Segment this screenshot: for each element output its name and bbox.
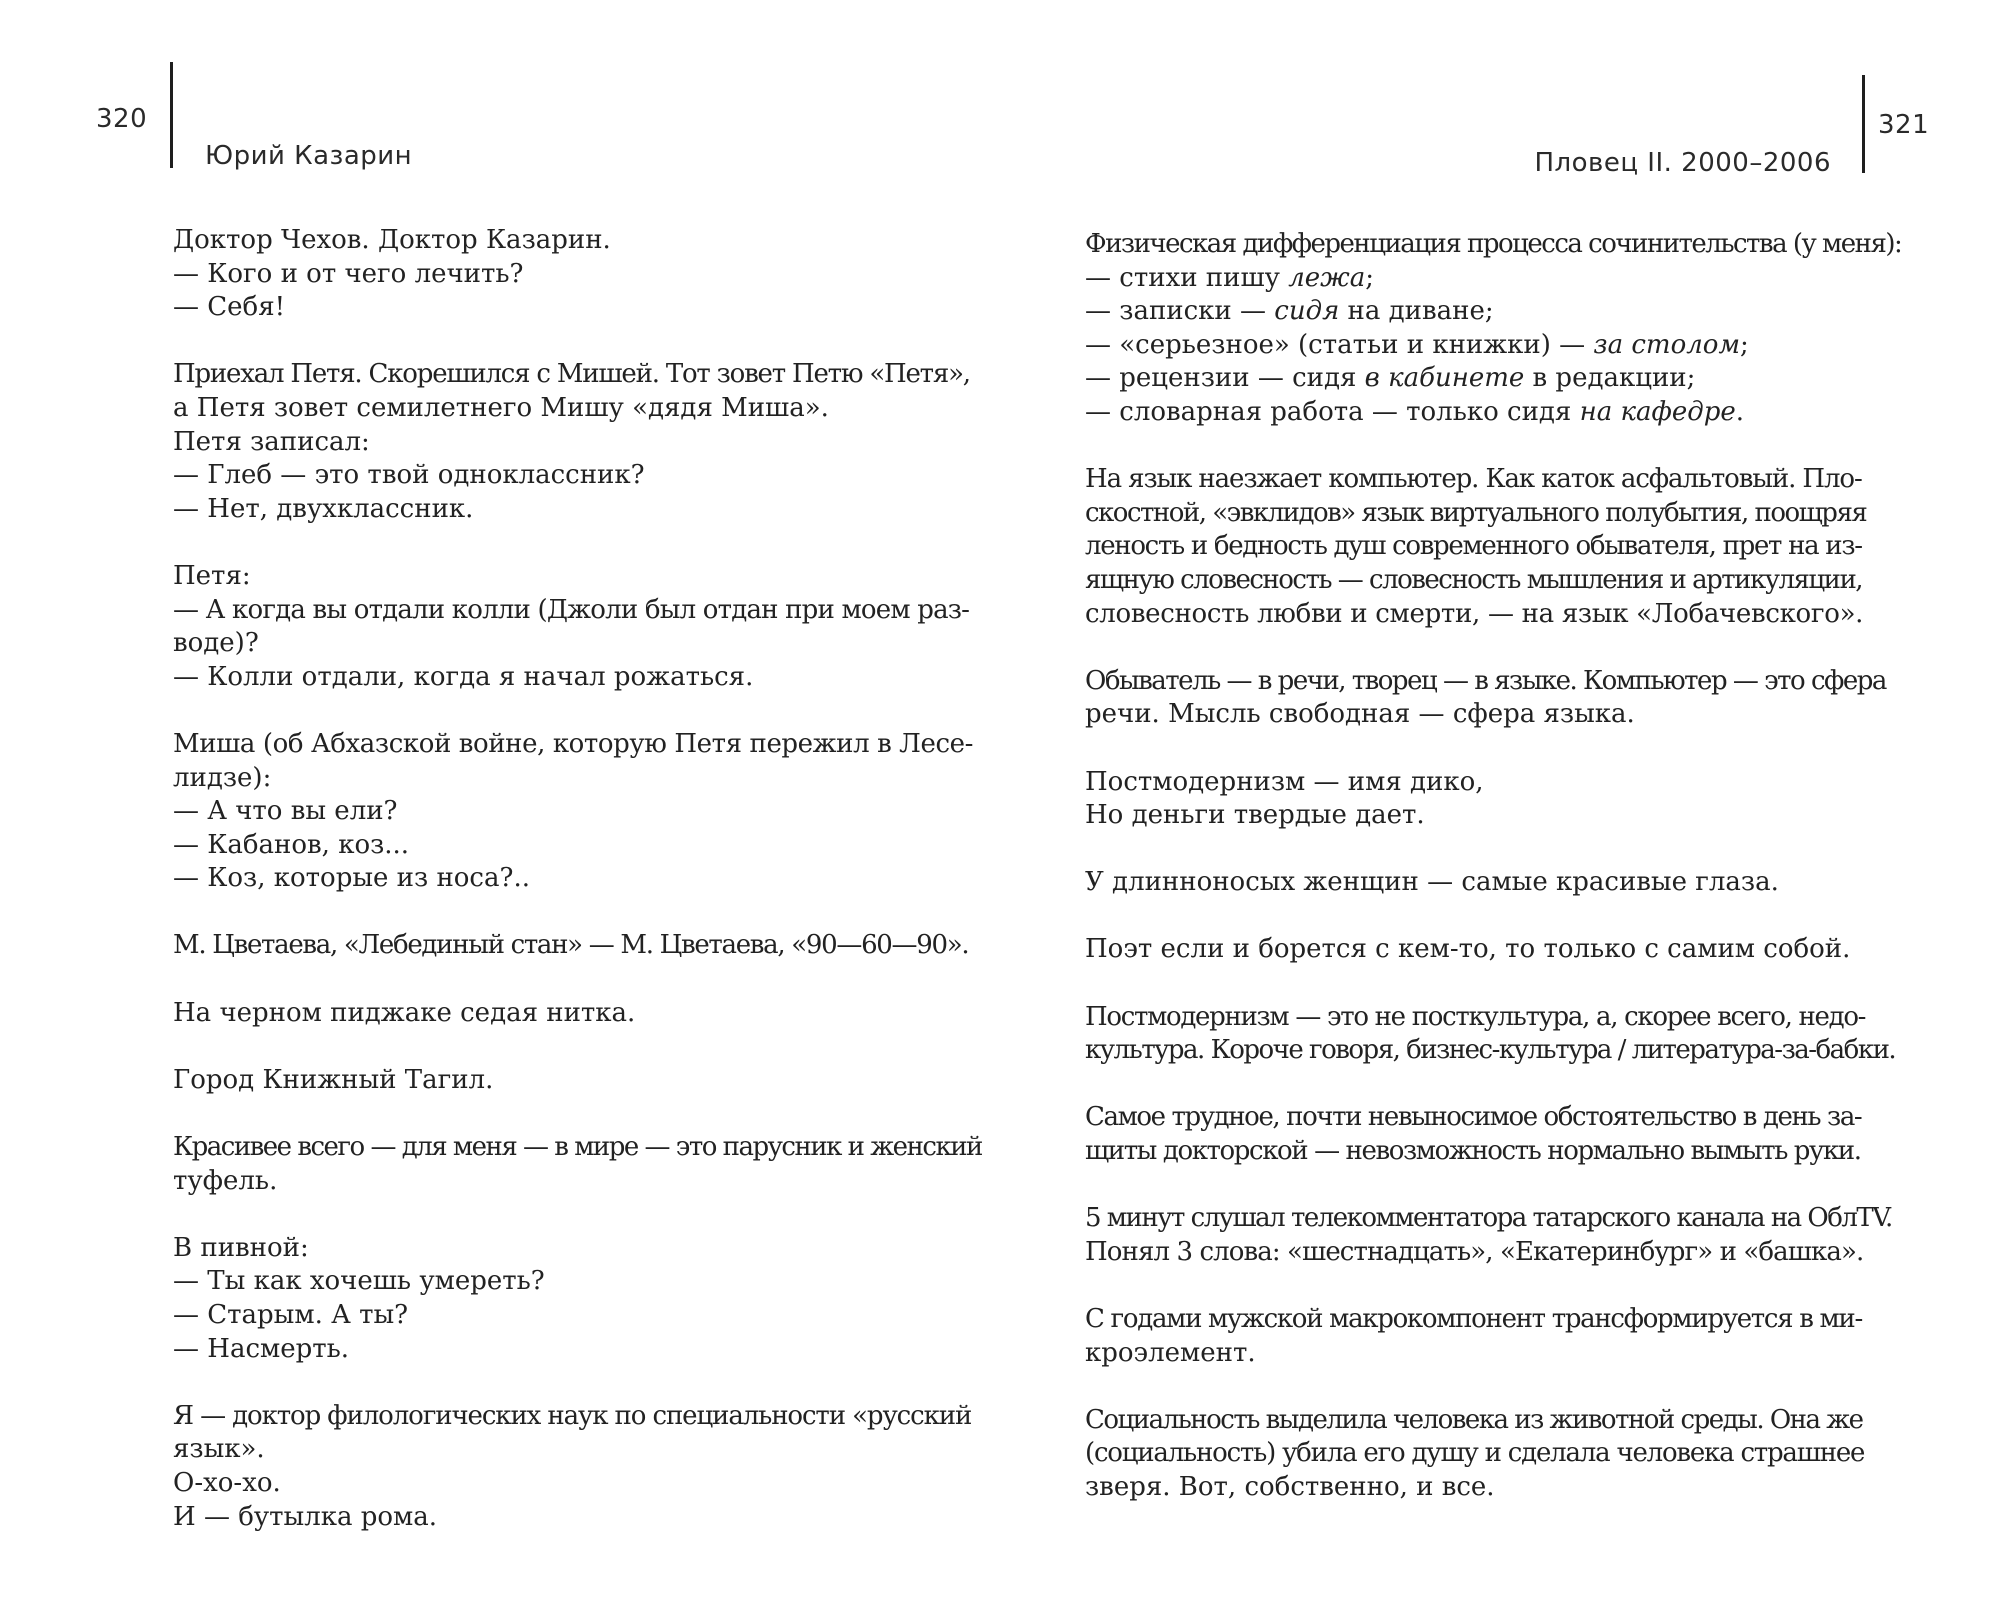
text-line: О-хо-хо. xyxy=(173,1467,281,1498)
text-line: С годами мужской макрокомпонент трансформируется в ми- xyxy=(1085,1304,1862,1334)
entry-doctor-philology xyxy=(173,1400,973,1534)
left-page-text xyxy=(173,224,982,1568)
entry-writing-postures xyxy=(1085,228,1902,430)
author-running-head: Юрий Казарин xyxy=(205,141,413,171)
section-running-head: Пловец II. 2000–2006 xyxy=(1534,148,1831,178)
text-line: — Старым. А ты? xyxy=(173,1300,409,1330)
text-line: Обыватель — в речи, творец — в языке. Компьютер — это сфера xyxy=(1085,665,1886,696)
right-page-number: 321 xyxy=(1878,110,1930,140)
text-line: — Себя! xyxy=(173,292,286,323)
entry-tagil xyxy=(173,1064,973,1098)
text-line: туфель. xyxy=(173,1165,278,1196)
italic-phrase: за столом xyxy=(1593,329,1741,360)
text-line: Постмодернизм — имя дико, xyxy=(1085,766,1484,797)
left-page-number: 320 xyxy=(96,104,148,134)
text-line: На черном пиджаке седая нитка. xyxy=(173,997,636,1028)
text-line: Социальность выделила человека из животной среды. Она же xyxy=(1085,1404,1863,1435)
text-line: — Кого и от чего лечить? xyxy=(173,258,524,289)
text-line: (социальность) убила его душу и сделала человека страшнее xyxy=(1085,1438,1865,1469)
text-line: На язык наезжает компьютер. Как каток асфальтовый. Пло- xyxy=(1085,464,1862,495)
text-line: Я — доктор филологических наук по специальности «русский xyxy=(173,1400,972,1431)
text-line: — Ты как хочешь умереть? xyxy=(173,1266,545,1297)
text-line: — А что вы ели? xyxy=(173,796,398,827)
text-line: Физическая дифференциация процесса сочинительства (у меня): xyxy=(1085,229,1902,259)
entry-sociality xyxy=(1085,1404,1865,1505)
text-line: — словарная работа — только сидя на кафедре. xyxy=(1085,396,1745,427)
text-line: — рецензии — сидя в кабинете в редакции; xyxy=(1085,363,1696,394)
text-line: — записки — сидя на диване; xyxy=(1085,296,1494,327)
text-line: культура. Короче говоря, бизнес-культура / литература-за-бабки. xyxy=(1085,1035,1896,1066)
text-line: словесность любви и смерти, — на язык «Лобачевского». xyxy=(1085,598,1864,629)
text-line: — Глеб — это твой одноклассник? xyxy=(173,460,645,491)
text-line: зверя. Вот, собственно, и все. xyxy=(1085,1471,1495,1502)
text-line: Город Книжный Тагил. xyxy=(173,1064,494,1095)
text-line: а Петя зовет семилетнего Мишу «дядя Миша». xyxy=(173,392,829,423)
entry-abkhaz-war xyxy=(173,728,973,896)
entry-poet xyxy=(1085,933,1865,967)
text-line: леность и бедность душ современного обывателя, прет на из- xyxy=(1085,531,1862,562)
entry-defense xyxy=(1085,1101,1865,1168)
text-line: — Коз, которые из носа?.. xyxy=(173,863,530,894)
text-line: — Нет, двухклассник. xyxy=(173,493,474,524)
text-line: Миша (об Абхазской войне, которую Петя пережил в Лесе- xyxy=(173,728,974,759)
text-line: — Колли отдали, когда я начал рожаться. xyxy=(173,661,754,692)
entry-jacket xyxy=(173,997,973,1031)
italic-phrase: в кабинете xyxy=(1364,363,1525,394)
right-page-text xyxy=(1085,228,1902,1538)
text-line: В пивной: xyxy=(173,1232,309,1263)
text-line: — Насмерть. xyxy=(173,1333,350,1364)
text-line: лидзе): xyxy=(173,762,272,793)
entry-long-nosed xyxy=(1085,866,1865,900)
text-line: речи. Мысль свободная — сфера языка. xyxy=(1085,699,1635,730)
text-line: — А когда вы отдали колли (Джоли был отдан при моем раз- xyxy=(173,594,970,625)
entry-petya-misha xyxy=(173,358,973,526)
text-line: ящную словесность — словесность мышления и артикуляции, xyxy=(1085,564,1863,595)
text-line: язык». xyxy=(173,1434,265,1465)
text-line: кроэлемент. xyxy=(1085,1337,1256,1368)
entry-chekhov xyxy=(173,224,973,325)
text-line: Самое трудное, почти невыносимое обстоятельство в день за- xyxy=(1085,1102,1862,1133)
entry-collie xyxy=(173,560,973,694)
italic-phrase: на кафедре xyxy=(1579,396,1736,427)
text-line: — Кабанов, коз... xyxy=(173,829,410,860)
text-line: Постмодернизм — это не посткультура, а, скорее всего, недо- xyxy=(1085,1001,1866,1032)
italic-phrase: сидя xyxy=(1274,296,1340,327)
text-line: 5 минут слушал телекомментатора татарского канала на ОблTV. xyxy=(1085,1203,1892,1234)
text-line: У длинноносых женщин — самые красивые глаза. xyxy=(1085,867,1779,898)
entry-tsvetaeva xyxy=(173,929,973,963)
entry-macrocomponent xyxy=(1085,1303,1865,1370)
text-line: — стихи пишу лежа; xyxy=(1085,262,1374,293)
text-line: Приехал Петя. Скорешился с Мишей. Тот зовет Петю «Петя», xyxy=(173,359,970,390)
entry-computer-language xyxy=(1085,463,1865,631)
text-line: Понял 3 слова: «шестнадцать», «Екатеринбург» и «башка». xyxy=(1085,1236,1864,1267)
text-line: И — бутылка рома. xyxy=(173,1501,438,1532)
text-line: Петя записал: xyxy=(173,426,370,457)
text-line: Поэт если и борется с кем-то, то только с самим собой. xyxy=(1085,934,1851,965)
text-line: Но деньги твердые дает. xyxy=(1085,800,1425,831)
right-header-rule xyxy=(1862,75,1865,173)
text-line: — «серьезное» (статьи и книжки) — за столом; xyxy=(1085,329,1749,360)
text-line: воде)? xyxy=(173,628,259,659)
left-header-rule xyxy=(170,62,173,168)
text-line: щиты докторской — невозможность нормально вымыть руки. xyxy=(1085,1136,1861,1167)
text-line: Доктор Чехов. Доктор Казарин. xyxy=(173,225,611,255)
entry-postmodernism xyxy=(1085,1001,1896,1068)
entry-tatar-channel xyxy=(1085,1202,1892,1269)
entry-sailboat xyxy=(173,1131,982,1198)
text-line: Петя: xyxy=(173,560,251,591)
text-line: Красивее всего — для меня — в мире — это парусник и женский xyxy=(173,1132,982,1163)
entry-philistine xyxy=(1085,665,1886,732)
text-line: скостной, «эвклидов» язык виртуального полубытия, поощряя xyxy=(1085,497,1867,528)
text-line: М. Цветаева, «Лебединый стан» — М. Цветаева, «90—60—90». xyxy=(173,930,969,961)
entry-postmodernism-verse xyxy=(1085,766,1865,833)
entry-pub xyxy=(173,1232,973,1366)
italic-phrase: лежа xyxy=(1288,262,1366,293)
